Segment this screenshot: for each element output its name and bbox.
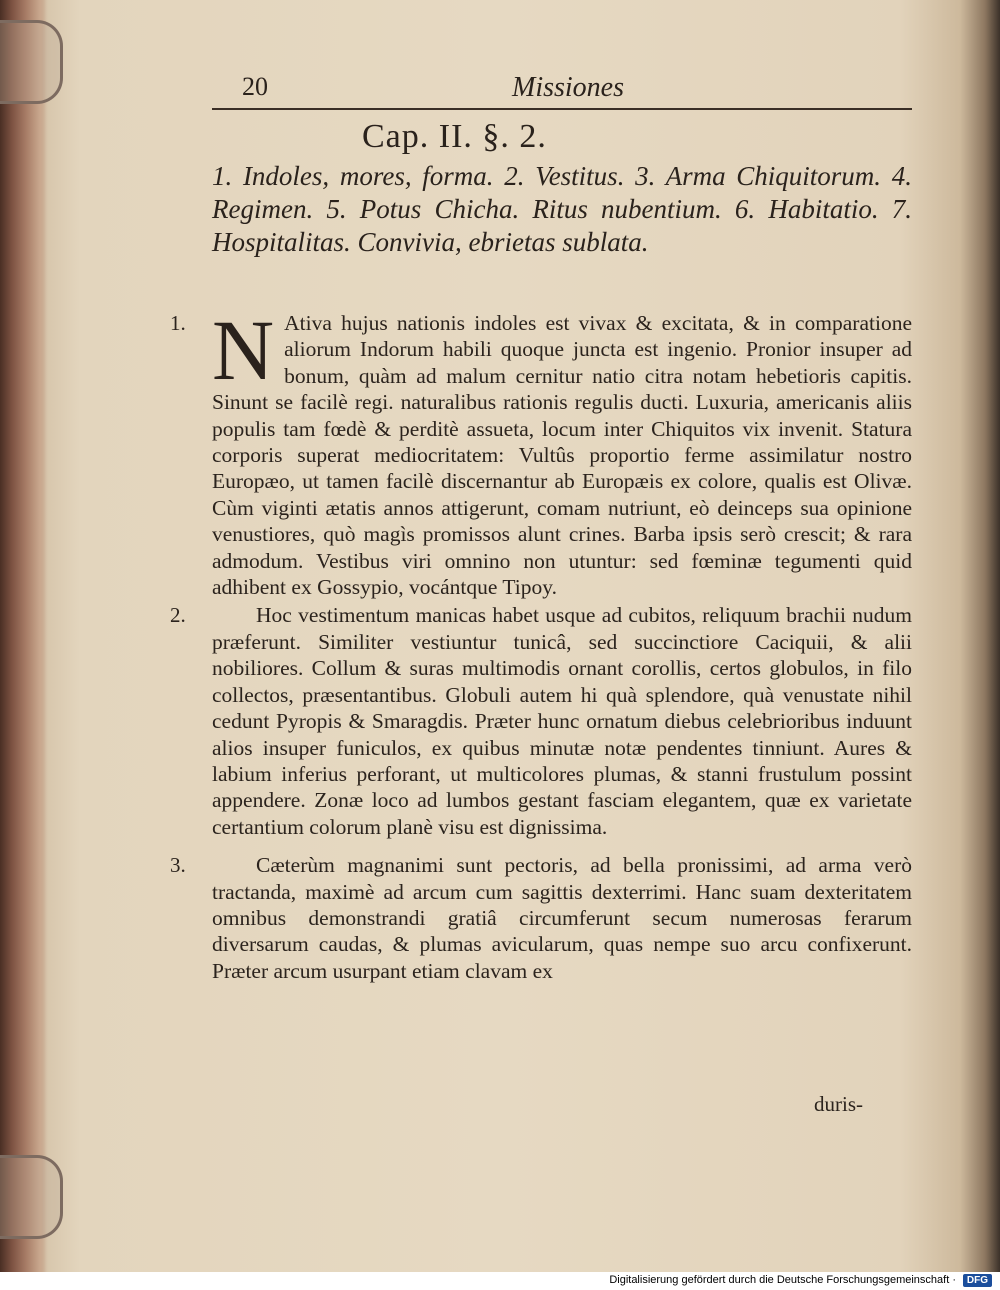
running-head: Missiones xyxy=(512,72,624,103)
page-number: 20 xyxy=(242,72,268,101)
paragraph-2 xyxy=(170,602,912,840)
book-page xyxy=(150,0,950,1272)
body-text xyxy=(170,302,912,986)
dfg-logo: DFG xyxy=(963,1274,992,1287)
paragraph-text: Hoc vestimentum manicas habet usque ad cubitos, reliquum brachii nudum præferunt. Similiter vestiuntur tunicâ, sed succinctiore Caciquii, & alii nobiliores. Collum & suras multimodis ornant corollis, certos globulos, in filo collectos, præsentantibus. Globuli autem hi quà splendore, quà venustate nihil cedunt Pyropis & Smaragdis. Præter hunc ornatum diebus celebrioribus induunt alios insuper funiculos, ex quibus minutæ notæ pendentes tinniunt. Aures & labium inferius perforant, ut multicolores plumas, & stanni frustulum possint appendere. Zonæ loco ad lumbos gestant fasciam elegantem, quæ ex varietate certantium colorum planè visu est dignissima. xyxy=(212,603,912,839)
drop-cap: N xyxy=(212,302,275,398)
paragraph-number: 3. xyxy=(170,853,186,878)
catchword: duris- xyxy=(814,1092,863,1116)
digitization-credit: Digitalisierung gefördert durch die Deutsche Forschungsgemeinschaft · xyxy=(609,1274,956,1286)
header-rule xyxy=(212,108,912,110)
paragraph-text: Ativa hujus nationis indoles est vivax & excitata, & in comparatione aliorum Indorum habili quoque juncta est ingenio. Pronior insuper ad bonum, quàm ad malum cernitur natio citra notam hebetioris capitis. Sinunt se facilè regi. naturalibus rationis regulis ducti. Luxuria, americanis aliis populis tam fœdè & perditè assueta, locum inter Chiquitos vix invenit. Statura corporis superat mediocritatem: Vultûs proportio ferme assimilatur nostro Europæo, ut tamen facilè discernantur ab Europæis ex colore, qualis est Olivæ. Cùm viginti ætatis annos attigerunt, comam nutriunt, eò deinceps sua opinione venustiores, quò magìs promissos alunt crines. Barba ipsis serò crescit; & rara admodum. Vestibus viri omnino non utuntur: sed fœminæ tegumenti quid adhibent ex Gossypio, vocántque Tipoy. xyxy=(212,311,912,600)
chapter-summary: 1. Indoles, mores, forma. 2. Vestitus. 3. Arma Chiquitorum. 4. Regimen. 5. Potus Chicha. Ritus nubentium. 6. Habitatio. 7. Hospitalitas. Convivia, ebrietas sublata. xyxy=(212,161,912,257)
paragraph-number: 1. xyxy=(170,311,186,335)
book-binding-edge xyxy=(0,0,46,1272)
paragraph-1 xyxy=(170,302,912,600)
clasp-bottom xyxy=(0,1155,63,1239)
clasp-top xyxy=(0,20,63,104)
chapter-heading: Cap. II. §. 2. xyxy=(362,118,547,155)
page-header xyxy=(212,72,912,112)
paragraph-text: Cæterùm magnanimi sunt pectoris, ad bella pronissimi, ad arma verò tractanda, maximè ad arcum cum sagittis dexterrimi. Hanc suam dexteritatem omnibus demonstrandi gratiâ circumferunt secum numerosas ferarum diversarum caudas, & plumas avicularum, quas nempe suo arcu confixerunt. Præter arcum usurpant etiam clavam ex xyxy=(212,853,912,983)
paragraph-3 xyxy=(170,852,912,984)
paragraph-number: 2. xyxy=(170,603,186,628)
